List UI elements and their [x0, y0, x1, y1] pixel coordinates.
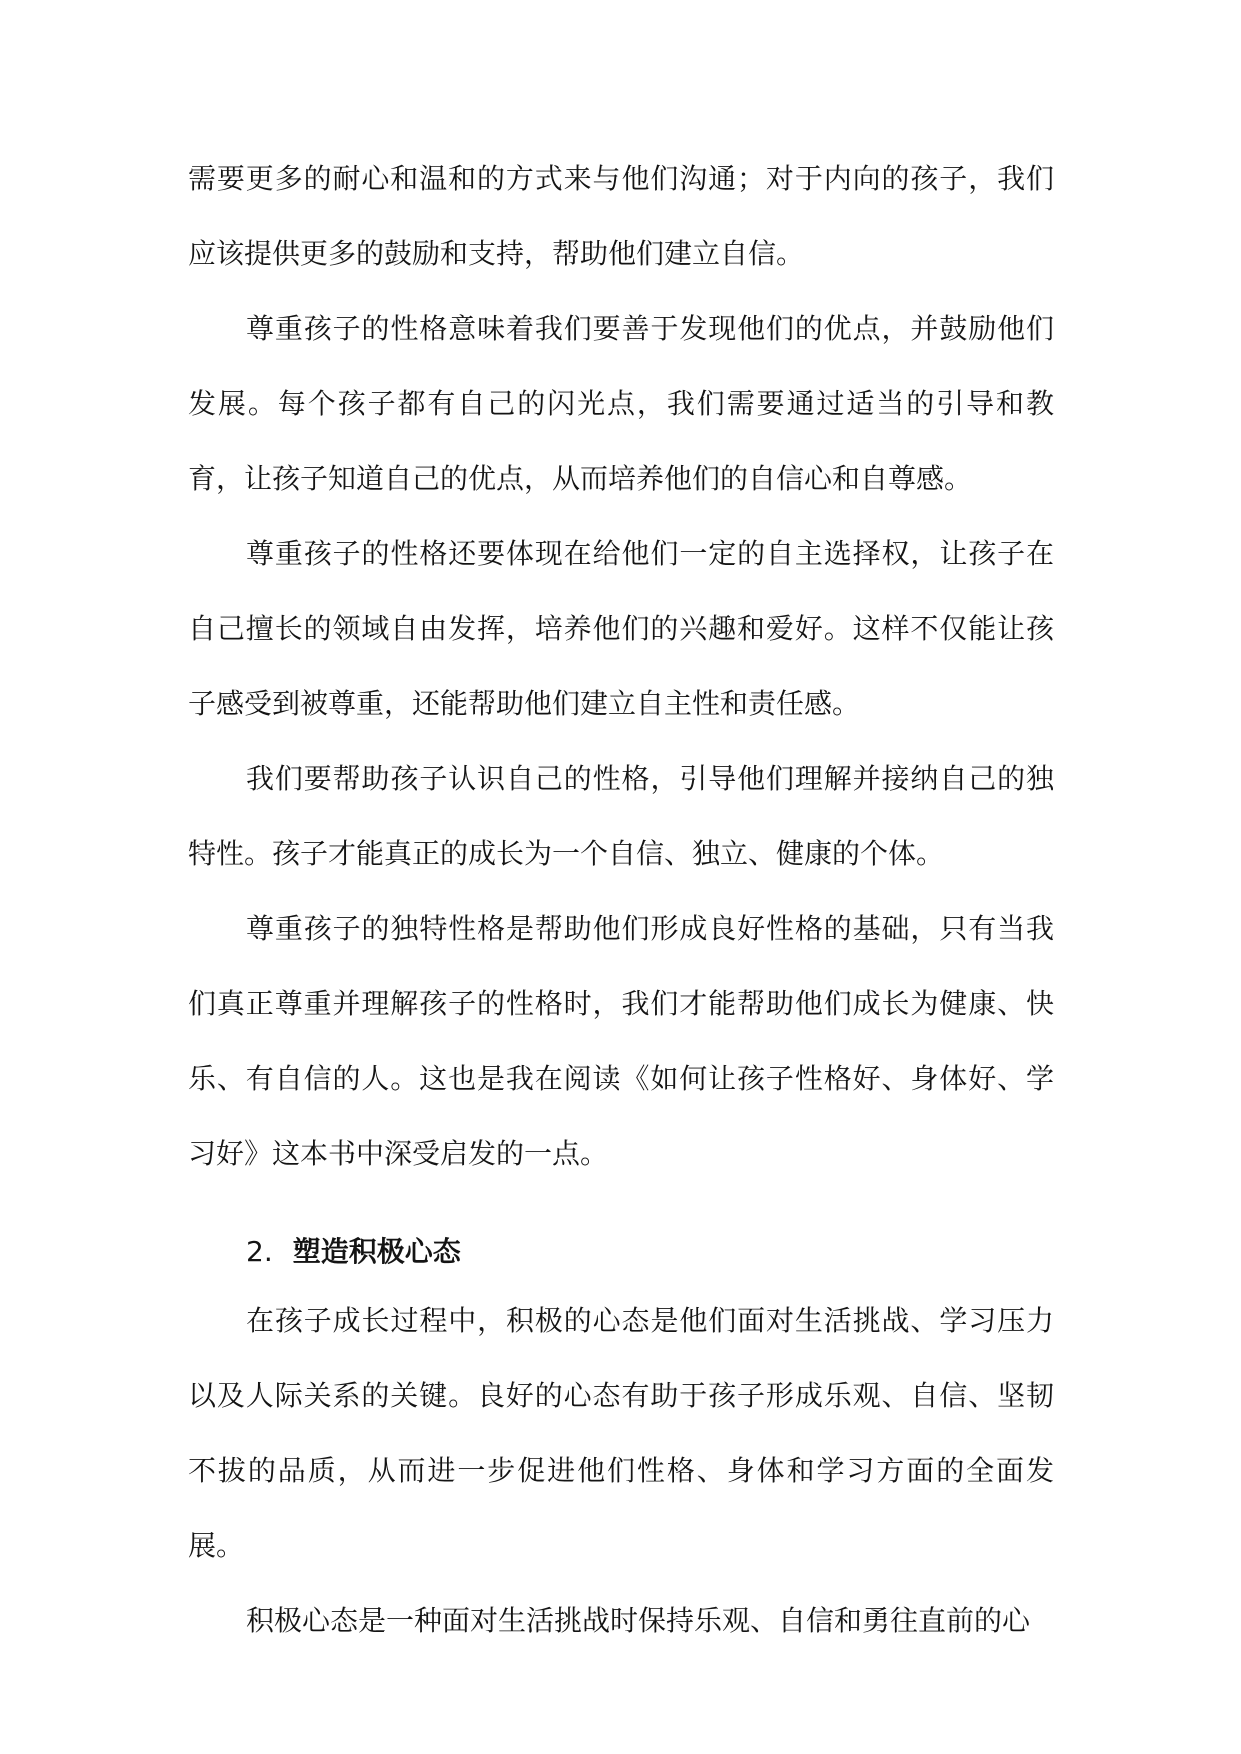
document-body — [188, 141, 1054, 1658]
paragraph: 我们要帮助孩子认识自己的性格，引导他们理解并接纳自己的独特性。孩子才能真正的成长为一个自信、独立、健康的个体。 — [188, 762, 1054, 870]
paragraph-continued: 需要更多的耐心和温和的方式来与他们沟通；对于内向的孩子，我们应该提供更多的鼓励和支持，帮助他们建立自信。 — [188, 162, 1054, 270]
section-heading — [188, 1191, 1054, 1283]
paragraph: 积极心态是一种面对生活挑战时保持乐观、自信和勇往直前的心 — [246, 1604, 1031, 1637]
paragraph: 在孩子成长过程中，积极的心态是他们面对生活挑战、学习压力以及人际关系的关键。良好的心态有助于孩子形成乐观、自信、坚韧不拔的品质，从而进一步促进他们性格、身体和学习方面的全面发展。 — [188, 1304, 1054, 1562]
section-title: 塑造积极心态 — [292, 1235, 461, 1268]
paragraph: 尊重孩子的性格还要体现在给他们一定的自主选择权，让孩子在自己擅长的领域自由发挥，培养他们的兴趣和爱好。这样不仅能让孩子感受到被尊重，还能帮助他们建立自主性和责任感。 — [188, 537, 1054, 720]
section-number: 2. — [246, 1235, 273, 1268]
paragraph: 尊重孩子的独特性格是帮助他们形成良好性格的基础，只有当我们真正尊重并理解孩子的性格时，我们才能帮助他们成长为健康、快乐、有自信的人。这也是我在阅读《如何让孩子性格好、身体好、学习好》这本书中深受启发的一点。 — [188, 912, 1054, 1170]
paragraph: 尊重孩子的性格意味着我们要善于发现他们的优点，并鼓励他们发展。每个孩子都有自己的闪光点，我们需要通过适当的引导和教育，让孩子知道自己的优点，从而培养他们的自信心和自尊感。 — [188, 312, 1054, 495]
